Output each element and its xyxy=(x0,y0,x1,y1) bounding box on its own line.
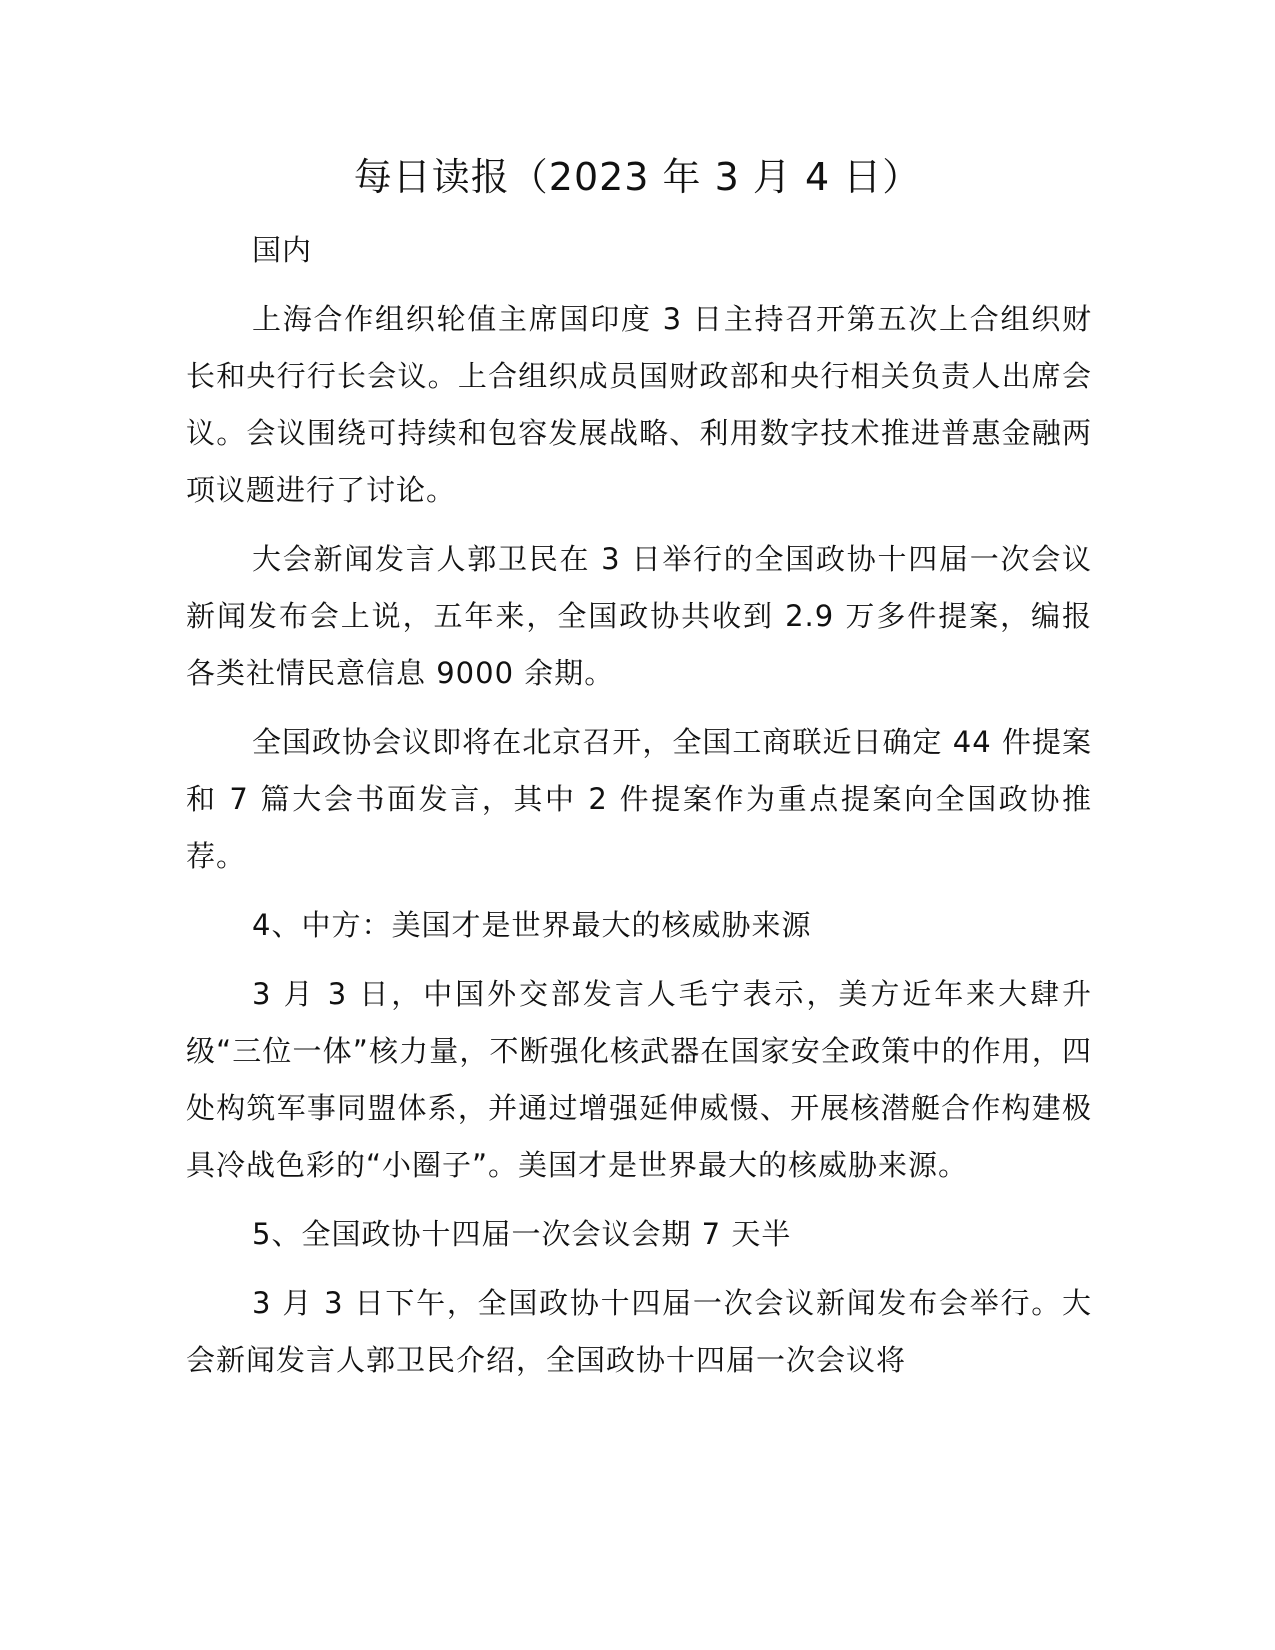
paragraph-nuclear-threat: 3 月 3 日，中国外交部发言人毛宁表示，美方近年来大肆升级“三位一体”核力量，不断强化核武器在国家安全政策中的作用，四处构筑军事同盟体系，并通过增强延伸威慑、开展核潜艇合作构建极具冷战色彩的“小圈子”。美国才是世界最大的核威胁来源。 xyxy=(186,977,1092,1182)
paragraph-sco-meeting: 上海合作组织轮值主席国印度 3 日主持召开第五次上合组织财长和央行行长会议。上合组织成员国财政部和央行相关负责人出席会议。会议围绕可持续和包容发展战略、利用数字技术推进普惠金融两项议题进行了讨论。 xyxy=(186,302,1092,507)
page-title: 每日读报（2023 年 3 月 4 日） xyxy=(353,155,922,199)
section-heading: 国内 xyxy=(252,233,313,267)
paragraph-acfic-proposals: 全国政协会议即将在北京召开，全国工商联近日确定 44 件提案和 7 篇大会书面发言，其中 2 件提案作为重点提案向全国政协推荐。 xyxy=(186,725,1092,873)
paragraph-cppcc-session: 3 月 3 日下午，全国政协十四届一次会议新闻发布会举行。大会新闻发言人郭卫民介绍，全国政协十四届一次会议将 xyxy=(186,1286,1092,1377)
paragraph-cppcc-proposals: 大会新闻发言人郭卫民在 3 日举行的全国政协十四届一次会议新闻发布会上说，五年来，全国政协共收到 2.9 万多件提案，编报各类社情民意信息 9000 余期。 xyxy=(186,542,1092,690)
article-body xyxy=(186,222,1092,1401)
item-heading-5: 5、全国政协十四届一次会议会期 7 天半 xyxy=(252,1217,792,1251)
item-heading-4: 4、中方：美国才是世界最大的核威胁来源 xyxy=(252,908,812,942)
